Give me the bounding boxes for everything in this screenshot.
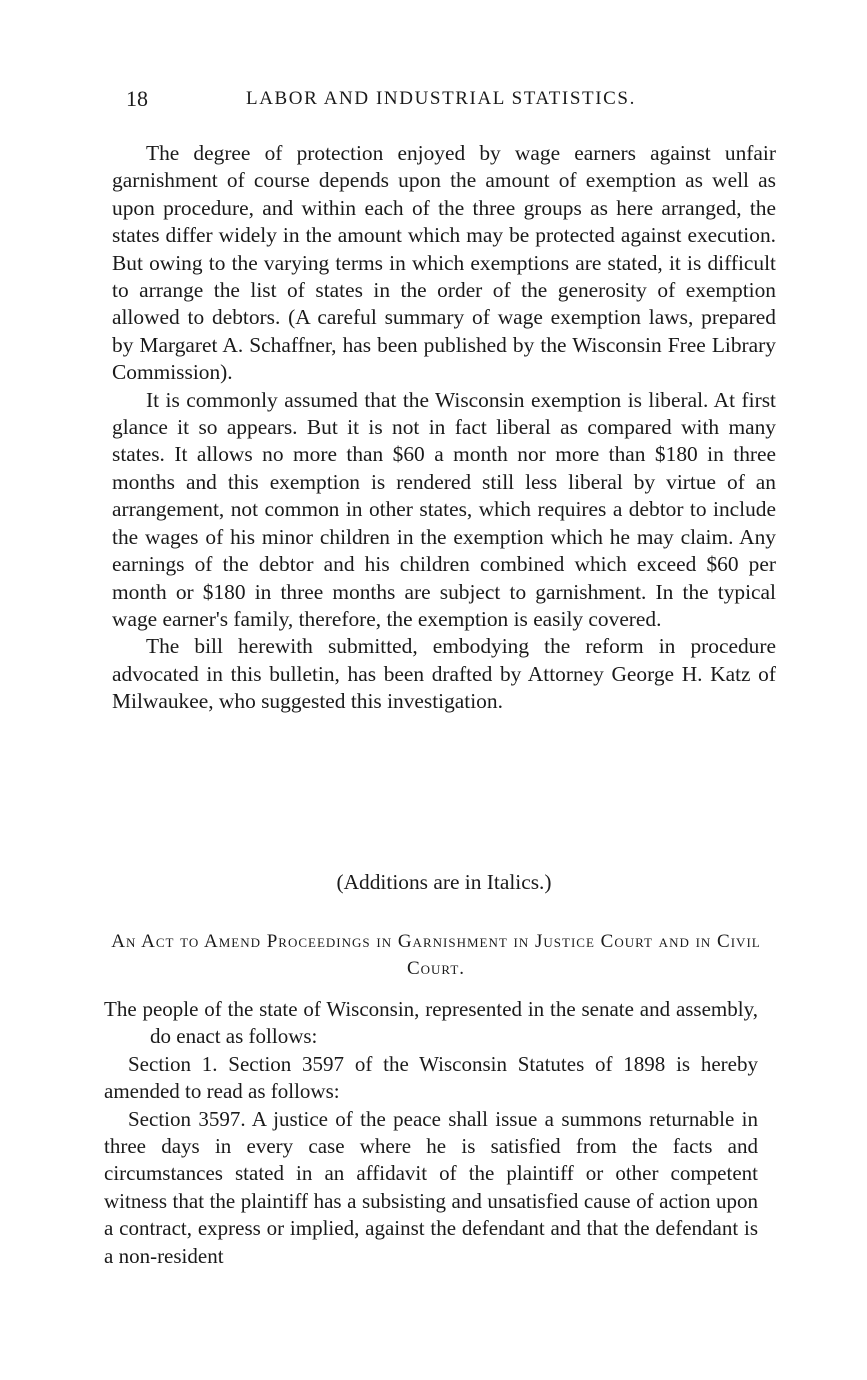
paragraph-exemption-protection: The degree of protection enjoyed by wage earners against unfair garnishment of course depends upon the amount of exemption as well as upon procedure, and within each of the three groups as here arranged, the states differ widely in the amount which may be protected against execution. But owing to the varying terms in which exemptions are stated, it is difficult to arrange the list of states in the order of the generosity of exemption allowed to debtors. (A careful summary of wage exemption laws, prepared by Margaret A. Schaffner, has been published by the Wisconsin Free Library Commission). — [112, 141, 776, 385]
running-title: LABOR AND INDUSTRIAL STATISTICS. — [246, 88, 636, 109]
section-3597: Section 3597. A justice of the peace shall issue a summons returnable in three days in every case where he is satisfied from the facts and circumstances stated in an affidavit of the plaintiff or other competent witness that the plaintiff has a subsisting and unsatisfied cause of action upon a contract, express or implied, against the defendant and that the defendant is a non-resident — [104, 1106, 758, 1268]
section-1: Section 1. Section 3597 of the Wisconsin Statutes of 1898 is hereby amended to read as follows: — [104, 1051, 758, 1104]
enacting-clause: The people of the state of Wisconsin, represented in the senate and assembly, do enact as follows: — [104, 997, 758, 1049]
page-number: 18 — [126, 86, 148, 111]
body-text — [112, 140, 776, 716]
paragraph-bill-submitted: The bill herewith submitted, embodying the reform in procedure advocated in this bulletin, has been drafted by Attorney George H. Katz of Milwaukee, who suggested this investigation. — [112, 634, 776, 714]
act-text — [104, 996, 758, 1270]
additions-note: (Additions are in Italics.) — [336, 870, 552, 894]
act-title: An Act to Amend Proceedings in Garnishment in Justice Court and in Civil Court. — [111, 931, 761, 979]
page-header — [126, 86, 656, 116]
paragraph-wisconsin-exemption: It is commonly assumed that the Wisconsin exemption is liberal. At first glance it so appears. But it is not in fact liberal as compared with many states. It allows no more than $60 a month nor more than $180 in three months and this exemption is rendered still less liberal by virtue of an arrangement, not common in other states, which requires a debtor to include the wages of his minor children in the exemption which he may claim. Any earnings of the debtor and his children combined which exceed $60 per month or $180 in three months are subject to garnishment. In the typical wage earner's family, therefore, the exemption is easily covered. — [112, 387, 776, 631]
